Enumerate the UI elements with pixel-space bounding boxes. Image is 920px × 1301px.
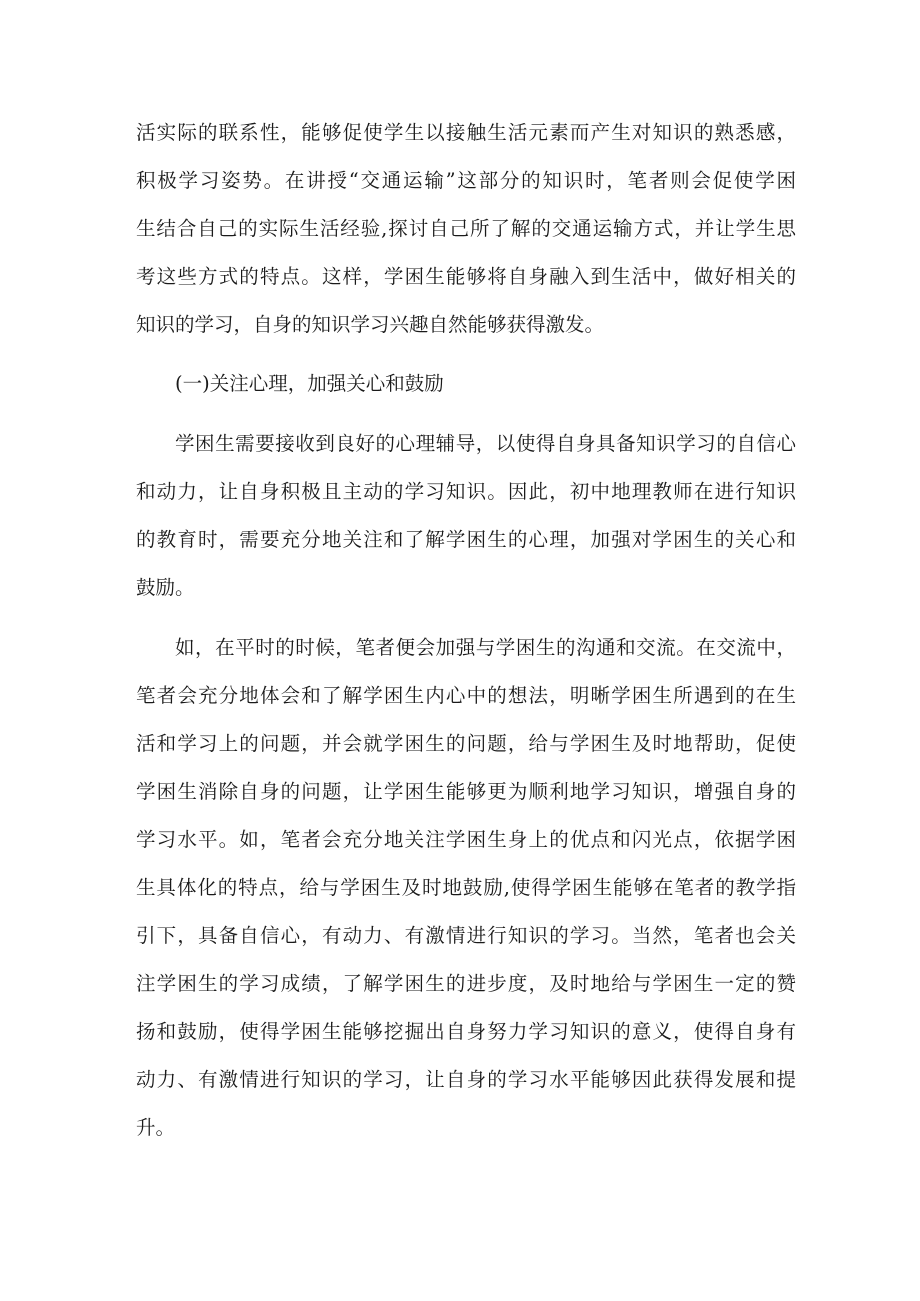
text-line: 的教育时，需要充分地关注和了解学困生的心理，加强对学困生的关心和 bbox=[136, 528, 796, 551]
text-line: 学习水平。如，笔者会充分地关注学困生身上的优点和闪光点，依据学困 bbox=[136, 828, 796, 851]
text-line: 活和学习上的问题，并会就学困生的问题，给与学困生及时地帮助，促使 bbox=[136, 732, 796, 755]
text-line: 活实际的联系性，能够促使学生以接触生活元素而产生对知识的熟悉感， bbox=[136, 121, 796, 144]
text-line: 笔者会充分地体会和了解学困生内心中的想法，明晰学困生所遇到的在生 bbox=[136, 684, 796, 707]
text-line: 扬和鼓励，使得学困生能够挖掘出自身努力学习知识的意义，使得自身有 bbox=[136, 1020, 796, 1043]
text-line: 生具体化的特点，给与学困生及时地鼓励,使得学困生能够在笔者的教学指 bbox=[136, 876, 796, 899]
text-line: 注学困生的学习成绩，了解学困生的进步度，及时地给与学困生一定的赞 bbox=[136, 972, 796, 995]
text-line: 学困生消除自身的问题，让学困生能够更为顺利地学习知识，增强自身的 bbox=[136, 780, 796, 803]
text-line: 学困生需要接收到良好的心理辅导，以使得自身具备知识学习的自信心 bbox=[175, 432, 796, 455]
text-line: 引下，具备自信心，有动力、有激情进行知识的学习。当然，笔者也会关 bbox=[136, 924, 796, 947]
text-line: 升。 bbox=[136, 1116, 176, 1139]
text-line: 动力、有激情进行知识的学习，让自身的学习水平能够因此获得发展和提 bbox=[136, 1068, 796, 1091]
text-line: 知识的学习，自身的知识学习兴趣自然能够获得激发。 bbox=[136, 313, 605, 336]
section-heading: (一)关注心理，加强关心和鼓励 bbox=[175, 372, 444, 395]
text-line: 和动力，让自身积极且主动的学习知识。因此，初中地理教师在进行知识 bbox=[136, 480, 796, 503]
text-line: 如，在平时的时候，笔者便会加强与学困生的沟通和交流。在交流中， bbox=[175, 636, 796, 659]
text-line: 鼓励。 bbox=[136, 576, 195, 599]
text-line: 考这些方式的特点。这样，学困生能够将自身融入到生活中，做好相关的 bbox=[136, 265, 796, 288]
text-line: 积极学习姿势。在讲授“交通运输”这部分的知识时，笔者则会促使学困 bbox=[136, 169, 796, 192]
text-line: 生结合自己的实际生活经验,探讨自己所了解的交通运输方式，并让学生思 bbox=[136, 217, 796, 240]
